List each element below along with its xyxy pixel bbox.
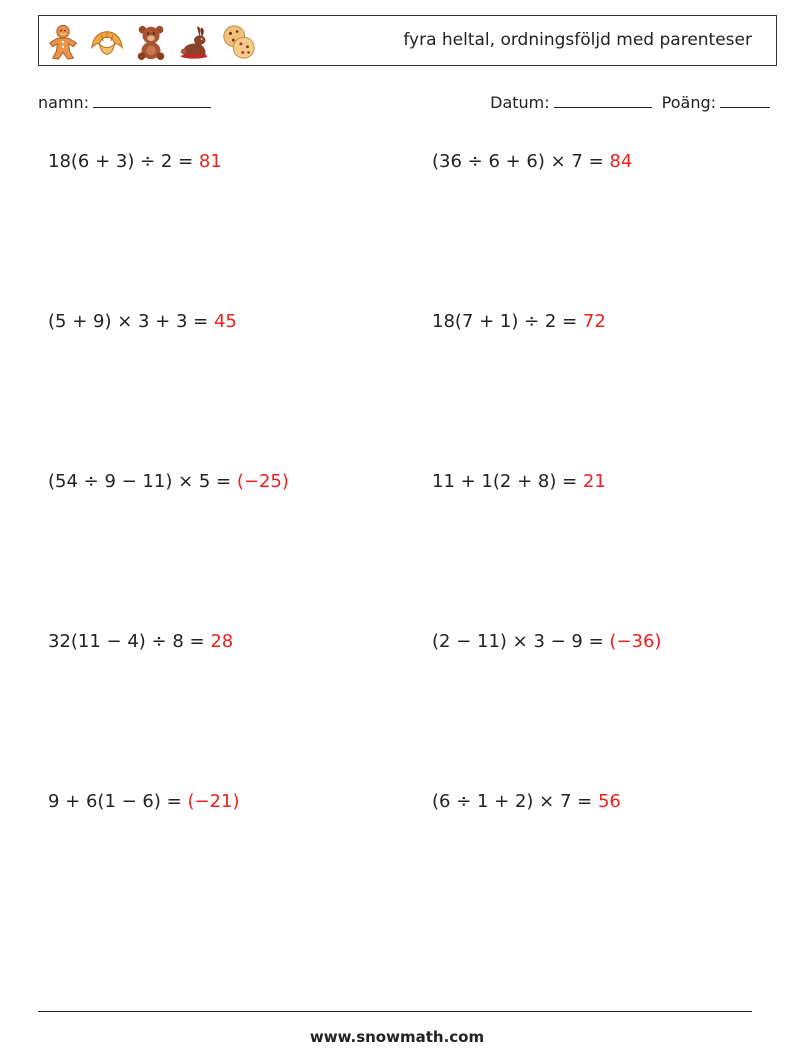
score-blank[interactable] [720, 92, 770, 108]
croissant-icon [88, 23, 126, 61]
date-blank[interactable] [554, 92, 652, 108]
name-field [38, 92, 211, 112]
problem-expression: 32(11 − 4) ÷ 8 = [48, 631, 211, 652]
name-label: namn: [38, 93, 90, 112]
problem-8 [432, 631, 661, 652]
date-label: Datum: [490, 93, 550, 112]
problem-10 [432, 791, 621, 812]
score-label: Poäng: [661, 93, 716, 112]
problem-expression: 18(7 + 1) ÷ 2 = [432, 311, 583, 332]
problem-expression: (36 ÷ 6 + 6) × 7 = [432, 151, 610, 172]
problem-7 [48, 631, 233, 652]
problem-expression: (6 ÷ 1 + 2) × 7 = [432, 791, 598, 812]
worksheet-title: fyra heltal, ordningsföljd med parenteser [403, 30, 752, 50]
problem-answer: 56 [597, 791, 621, 812]
footer-url[interactable]: www.snowmath.com [309, 1028, 485, 1046]
problem-3 [48, 311, 237, 332]
date-score-fields [490, 92, 770, 112]
problem-4 [432, 311, 606, 332]
problem-expression: (54 ÷ 9 − 11) × 5 = [48, 471, 237, 492]
problem-answer: 72 [582, 311, 606, 332]
problem-answer: (−21) [187, 791, 240, 812]
problem-2 [432, 151, 632, 172]
problem-expression: 18(6 + 3) ÷ 2 = [48, 151, 199, 172]
problem-answer: (−25) [236, 471, 289, 492]
name-blank[interactable] [93, 92, 211, 108]
problem-answer: 28 [210, 631, 234, 652]
problem-answer: (−36) [609, 631, 662, 652]
problem-expression: 9 + 6(1 − 6) = [48, 791, 188, 812]
teddy-bear-icon [132, 23, 170, 61]
gingerbread-man-icon [44, 23, 82, 61]
footer-divider [38, 1011, 752, 1012]
problem-answer: 84 [609, 151, 633, 172]
cookies-icon [220, 23, 258, 61]
chocolate-bunny-icon [176, 23, 214, 61]
problem-5 [48, 471, 289, 492]
header-box [38, 15, 777, 66]
problem-answer: 45 [213, 311, 237, 332]
problem-6 [432, 471, 606, 492]
header-icons [44, 22, 258, 62]
problem-answer: 21 [582, 471, 606, 492]
problem-answer: 81 [198, 151, 222, 172]
problem-9 [48, 791, 239, 812]
problem-expression: (2 − 11) × 3 − 9 = [432, 631, 610, 652]
problem-expression: (5 + 9) × 3 + 3 = [48, 311, 214, 332]
problem-1 [48, 151, 222, 172]
problem-expression: 11 + 1(2 + 8) = [432, 471, 583, 492]
